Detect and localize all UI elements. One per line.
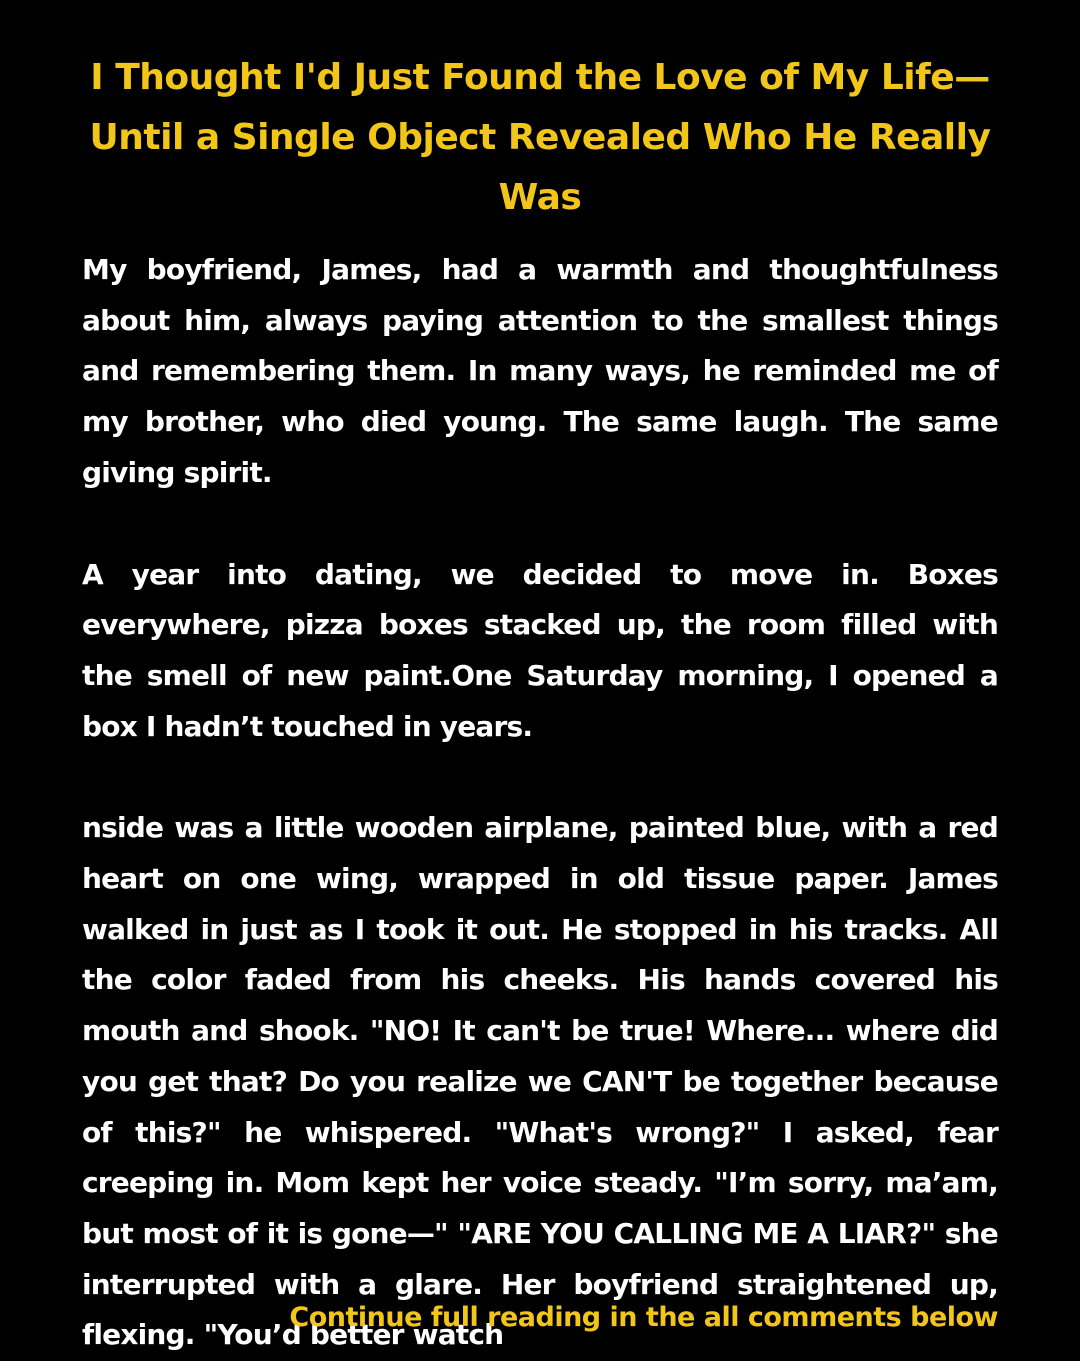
- story-paragraph: nside was a little wooden airplane, painted blue, with a red heart on one wing, wrapped in old tissue paper. James walked in just as I took it out. He stopped in his tracks. All the color faded from his cheeks. His hands covered his mouth and shook. "NO! It can't be true! Where... where did you get that? Do you realize we CAN'T be together because of this?" he whispered. "What's wrong?" I asked, fear creeping in. Mom kept her voice steady. "I’m sorry, ma’am, but most of it is gone—" "ARE YOU CALLING ME A LIAR?" she interrupted with a glare. Her boyfriend straightened up, flexing. "You’d better watch: [82, 811, 998, 1352]
- story-paragraph: My boyfriend, James, had a warmth and thoughtfulness about him, always paying attention to the smallest things and remembering them. In many ways, he reminded me of my brother, who died young. The same laugh. The same giving spirit.: [82, 253, 998, 489]
- story-paragraph: A year into dating, we decided to move in. Boxes everywhere, pizza boxes stacked up, the room filled with the smell of new paint.One Saturday morning, I opened a box I hadn’t touched in years.: [82, 557, 998, 743]
- post-title: I Thought I'd Just Found the Love of My Life—Until a Single Object Revealed Who He Really Was: [89, 57, 991, 218]
- continue-reading-cta: Continue full reading in the all comments below: [289, 1302, 998, 1333]
